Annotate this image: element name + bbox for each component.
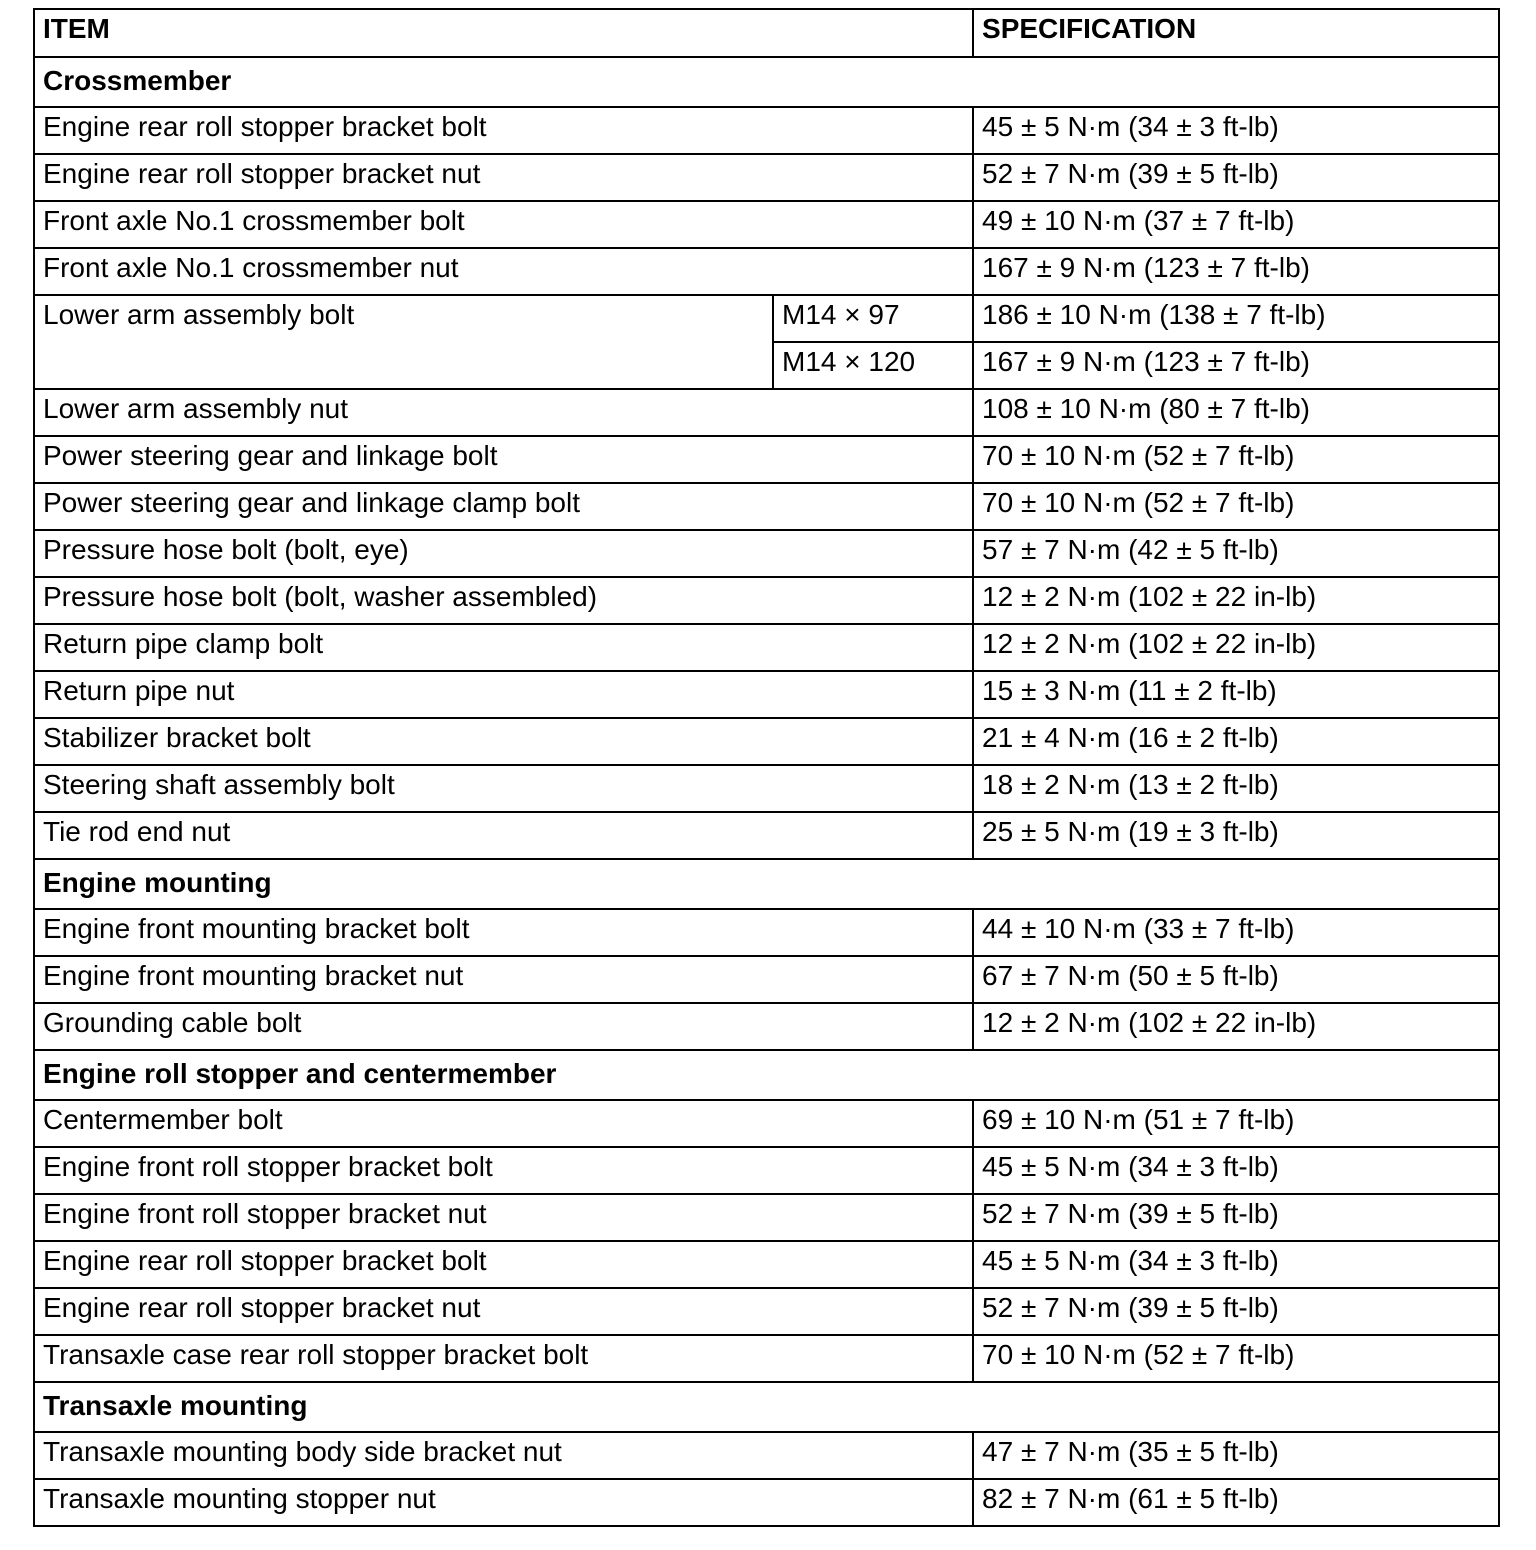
section-row bbox=[34, 1050, 1499, 1100]
item-cell: Stabilizer bracket bolt bbox=[34, 718, 973, 765]
section-title: Engine roll stopper and centermember bbox=[34, 1050, 1499, 1100]
item-cell: Front axle No.1 crossmember bolt bbox=[34, 201, 973, 248]
spec-cell: 186 ± 10 N·m (138 ± 7 ft-lb) bbox=[973, 295, 1499, 342]
spec-cell: 15 ± 3 N·m (11 ± 2 ft-lb) bbox=[973, 671, 1499, 718]
spec-cell: 45 ± 5 N·m (34 ± 3 ft-lb) bbox=[973, 1147, 1499, 1194]
table-row bbox=[34, 1003, 1499, 1050]
spec-cell: 52 ± 7 N·m (39 ± 5 ft-lb) bbox=[973, 154, 1499, 201]
item-cell: Engine front mounting bracket bolt bbox=[34, 909, 973, 956]
section-row bbox=[34, 57, 1499, 107]
specification-column-header: SPECIFICATION bbox=[973, 9, 1499, 57]
table-row bbox=[34, 1335, 1499, 1382]
spec-cell: 167 ± 9 N·m (123 ± 7 ft-lb) bbox=[973, 342, 1499, 389]
table-row bbox=[34, 389, 1499, 436]
item-cell: Steering shaft assembly bolt bbox=[34, 765, 973, 812]
item-cell: Engine front roll stopper bracket nut bbox=[34, 1194, 973, 1241]
table-row bbox=[34, 107, 1499, 154]
item-cell: Engine front roll stopper bracket bolt bbox=[34, 1147, 973, 1194]
item-cell: Return pipe nut bbox=[34, 671, 973, 718]
table-row bbox=[34, 530, 1499, 577]
table-row bbox=[34, 718, 1499, 765]
item-cell: Power steering gear and linkage clamp bolt bbox=[34, 483, 973, 530]
item-cell: Engine rear roll stopper bracket bolt bbox=[34, 107, 973, 154]
spec-cell: 57 ± 7 N·m (42 ± 5 ft-lb) bbox=[973, 530, 1499, 577]
table-row bbox=[34, 436, 1499, 483]
table-row bbox=[34, 295, 1499, 342]
spec-cell: 67 ± 7 N·m (50 ± 5 ft-lb) bbox=[973, 956, 1499, 1003]
table-row bbox=[34, 671, 1499, 718]
section-row bbox=[34, 1382, 1499, 1432]
section-title: Crossmember bbox=[34, 57, 1499, 107]
item-cell: Engine rear roll stopper bracket bolt bbox=[34, 1241, 973, 1288]
spec-cell: 45 ± 5 N·m (34 ± 3 ft-lb) bbox=[973, 1241, 1499, 1288]
spec-cell: 167 ± 9 N·m (123 ± 7 ft-lb) bbox=[973, 248, 1499, 295]
size-cell: M14 × 97 bbox=[773, 295, 973, 342]
table-row bbox=[34, 909, 1499, 956]
section-row bbox=[34, 859, 1499, 909]
item-cell: Pressure hose bolt (bolt, washer assembled) bbox=[34, 577, 973, 624]
table-row bbox=[34, 483, 1499, 530]
spec-cell: 47 ± 7 N·m (35 ± 5 ft-lb) bbox=[973, 1432, 1499, 1479]
spec-cell: 45 ± 5 N·m (34 ± 3 ft-lb) bbox=[973, 107, 1499, 154]
spec-cell: 12 ± 2 N·m (102 ± 22 in-lb) bbox=[973, 624, 1499, 671]
item-cell: Grounding cable bolt bbox=[34, 1003, 973, 1050]
spec-cell: 82 ± 7 N·m (61 ± 5 ft-lb) bbox=[973, 1479, 1499, 1526]
item-column-header: ITEM bbox=[34, 9, 973, 57]
item-cell: Transaxle mounting body side bracket nut bbox=[34, 1432, 973, 1479]
header-row bbox=[34, 9, 1499, 57]
item-cell: Front axle No.1 crossmember nut bbox=[34, 248, 973, 295]
spec-cell: 12 ± 2 N·m (102 ± 22 in-lb) bbox=[973, 1003, 1499, 1050]
table-row bbox=[34, 1194, 1499, 1241]
table-row bbox=[34, 577, 1499, 624]
size-cell: M14 × 120 bbox=[773, 342, 973, 389]
torque-spec-table bbox=[33, 8, 1500, 1527]
spec-cell: 44 ± 10 N·m (33 ± 7 ft-lb) bbox=[973, 909, 1499, 956]
section-title: Transaxle mounting bbox=[34, 1382, 1499, 1432]
spec-cell: 70 ± 10 N·m (52 ± 7 ft-lb) bbox=[973, 1335, 1499, 1382]
table-row bbox=[34, 248, 1499, 295]
item-cell: Engine rear roll stopper bracket nut bbox=[34, 1288, 973, 1335]
item-cell: Lower arm assembly nut bbox=[34, 389, 973, 436]
item-cell: Power steering gear and linkage bolt bbox=[34, 436, 973, 483]
item-cell: Return pipe clamp bolt bbox=[34, 624, 973, 671]
spec-cell: 21 ± 4 N·m (16 ± 2 ft-lb) bbox=[973, 718, 1499, 765]
table-row bbox=[34, 201, 1499, 248]
item-cell: Centermember bolt bbox=[34, 1100, 973, 1147]
item-cell: Engine rear roll stopper bracket nut bbox=[34, 154, 973, 201]
spec-cell: 25 ± 5 N·m (19 ± 3 ft-lb) bbox=[973, 812, 1499, 859]
spec-cell: 52 ± 7 N·m (39 ± 5 ft-lb) bbox=[973, 1194, 1499, 1241]
table-row bbox=[34, 154, 1499, 201]
spec-cell: 70 ± 10 N·m (52 ± 7 ft-lb) bbox=[973, 436, 1499, 483]
table-row bbox=[34, 624, 1499, 671]
section-title: Engine mounting bbox=[34, 859, 1499, 909]
table-row bbox=[34, 1241, 1499, 1288]
item-cell: Transaxle case rear roll stopper bracket bolt bbox=[34, 1335, 973, 1382]
table-row bbox=[34, 1288, 1499, 1335]
table-row bbox=[34, 1100, 1499, 1147]
spec-cell: 49 ± 10 N·m (37 ± 7 ft-lb) bbox=[973, 201, 1499, 248]
spec-cell: 18 ± 2 N·m (13 ± 2 ft-lb) bbox=[973, 765, 1499, 812]
table-row bbox=[34, 1479, 1499, 1526]
spec-cell: 70 ± 10 N·m (52 ± 7 ft-lb) bbox=[973, 483, 1499, 530]
table-row bbox=[34, 1432, 1499, 1479]
item-cell: Pressure hose bolt (bolt, eye) bbox=[34, 530, 973, 577]
item-cell: Tie rod end nut bbox=[34, 812, 973, 859]
spec-cell: 52 ± 7 N·m (39 ± 5 ft-lb) bbox=[973, 1288, 1499, 1335]
item-cell: Engine front mounting bracket nut bbox=[34, 956, 973, 1003]
table-row bbox=[34, 956, 1499, 1003]
spec-cell: 12 ± 2 N·m (102 ± 22 in-lb) bbox=[973, 577, 1499, 624]
item-cell: Transaxle mounting stopper nut bbox=[34, 1479, 973, 1526]
table-row bbox=[34, 1147, 1499, 1194]
table-row bbox=[34, 765, 1499, 812]
spec-cell: 108 ± 10 N·m (80 ± 7 ft-lb) bbox=[973, 389, 1499, 436]
table-row bbox=[34, 812, 1499, 859]
item-cell: Lower arm assembly bolt bbox=[34, 295, 773, 389]
spec-cell: 69 ± 10 N·m (51 ± 7 ft-lb) bbox=[973, 1100, 1499, 1147]
